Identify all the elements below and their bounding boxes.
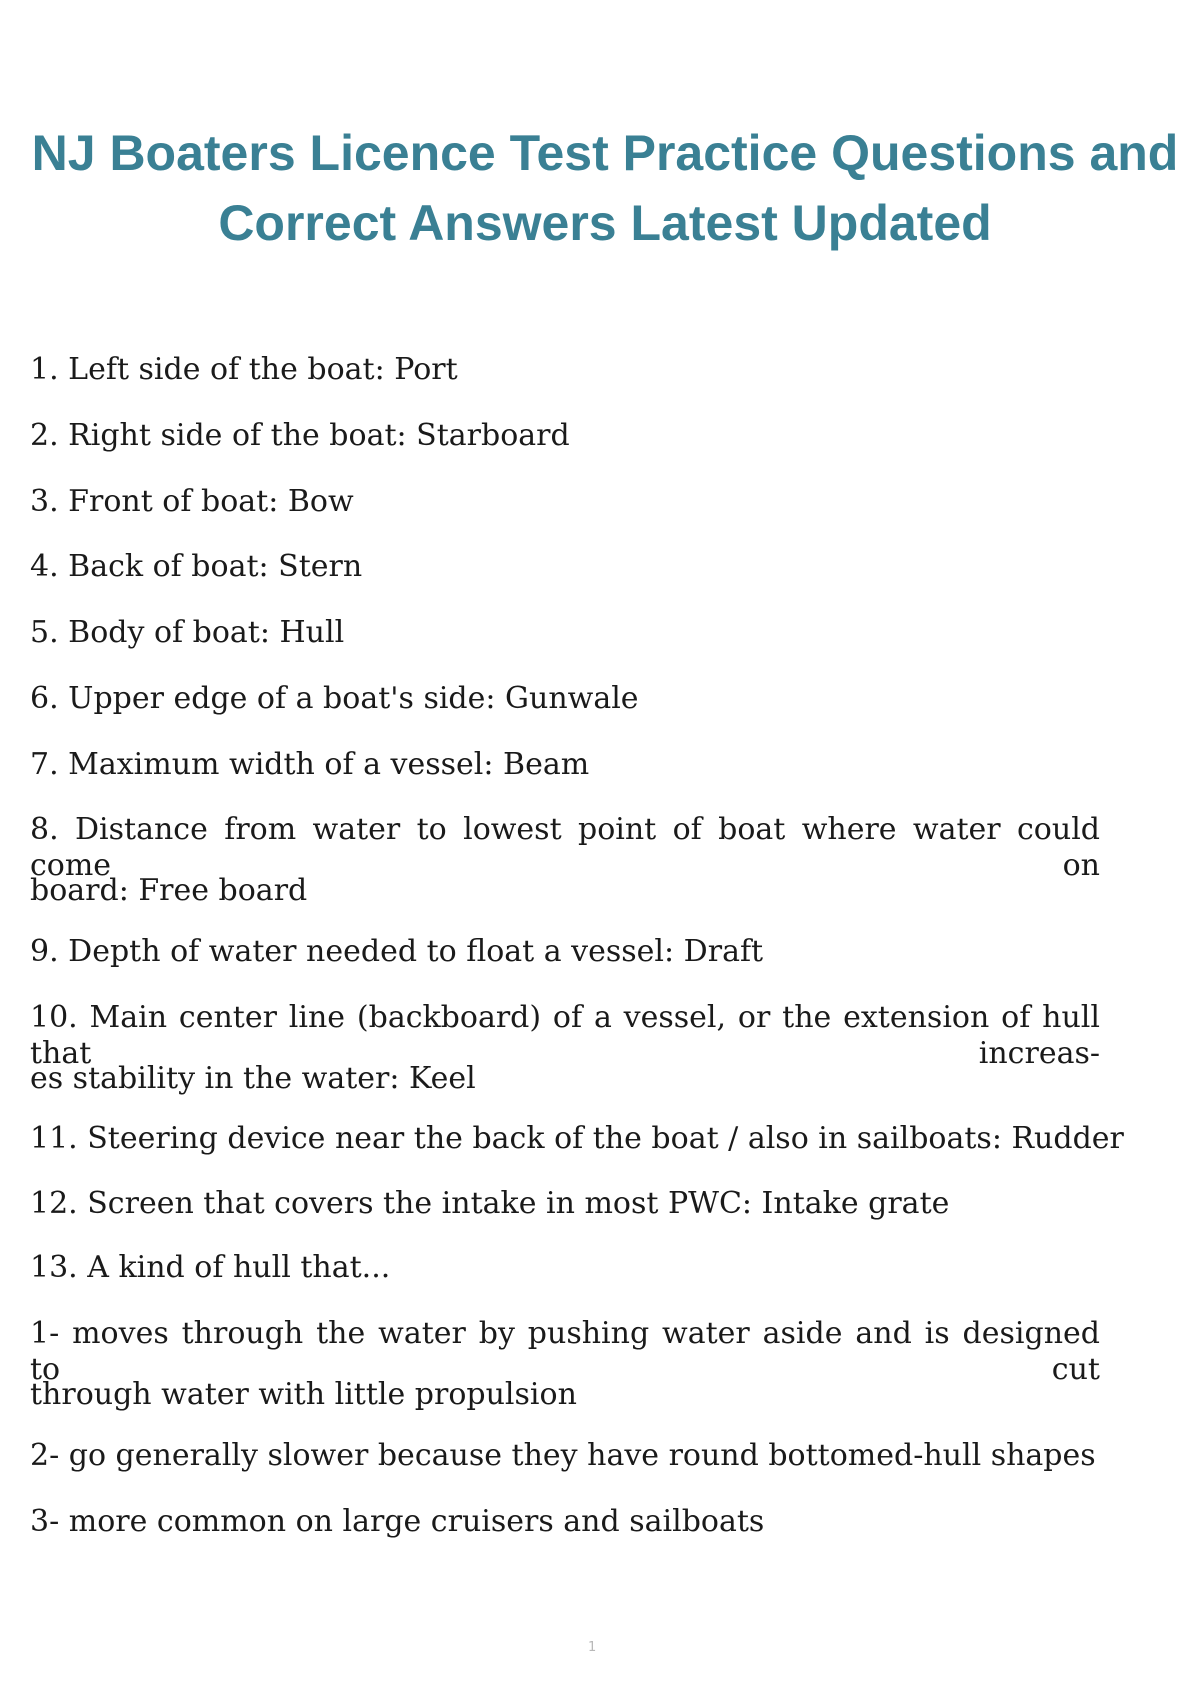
- hull-point-2: 2- go generally slower because they have round bottomed-hull shapes: [30, 1438, 1096, 1473]
- page-number: 1: [588, 1640, 597, 1655]
- question-10-line-2: es stability in the water: Keel: [30, 1061, 476, 1096]
- question-6: 6. Upper edge of a boat's side: Gunwale: [30, 681, 639, 716]
- question-2: 2. Right side of the boat: Starboard: [30, 418, 570, 453]
- hull-point-3: 3- more common on large cruisers and sailboats: [30, 1504, 765, 1539]
- question-11: 11. Steering device near the back of the boat / also in sailboats: Rudder: [30, 1121, 1124, 1156]
- question-13: 13. A kind of hull that...: [30, 1250, 391, 1285]
- question-8-line-2: board: Free board: [30, 873, 308, 908]
- document-title: [30, 118, 1180, 258]
- document-title-line-1: NJ Boaters Licence Test Practice Questions and: [31, 125, 1179, 181]
- question-8-line-1: 8. Distance from water to lowest point of boat where water could come on: [30, 812, 1100, 883]
- question-4: 4. Back of boat: Stern: [30, 549, 363, 584]
- question-10-line-1: 10. Main center line (backboard) of a vessel, or the extension of hull that increas-: [30, 1000, 1100, 1071]
- hull-point-1-line-2: through water with little propulsion: [30, 1377, 577, 1412]
- question-5: 5. Body of boat: Hull: [30, 615, 345, 650]
- hull-point-1-line-1: 1- moves through the water by pushing water aside and is designed to cut: [30, 1316, 1100, 1387]
- question-12: 12. Screen that covers the intake in most PWC: Intake grate: [30, 1186, 950, 1221]
- question-1: 1. Left side of the boat: Port: [30, 352, 458, 387]
- question-9: 9. Depth of water needed to float a vessel: Draft: [30, 934, 764, 969]
- question-7: 7. Maximum width of a vessel: Beam: [30, 747, 590, 782]
- question-3: 3. Front of boat: Bow: [30, 484, 354, 519]
- document-title-line-2: Correct Answers Latest Updated: [218, 195, 992, 251]
